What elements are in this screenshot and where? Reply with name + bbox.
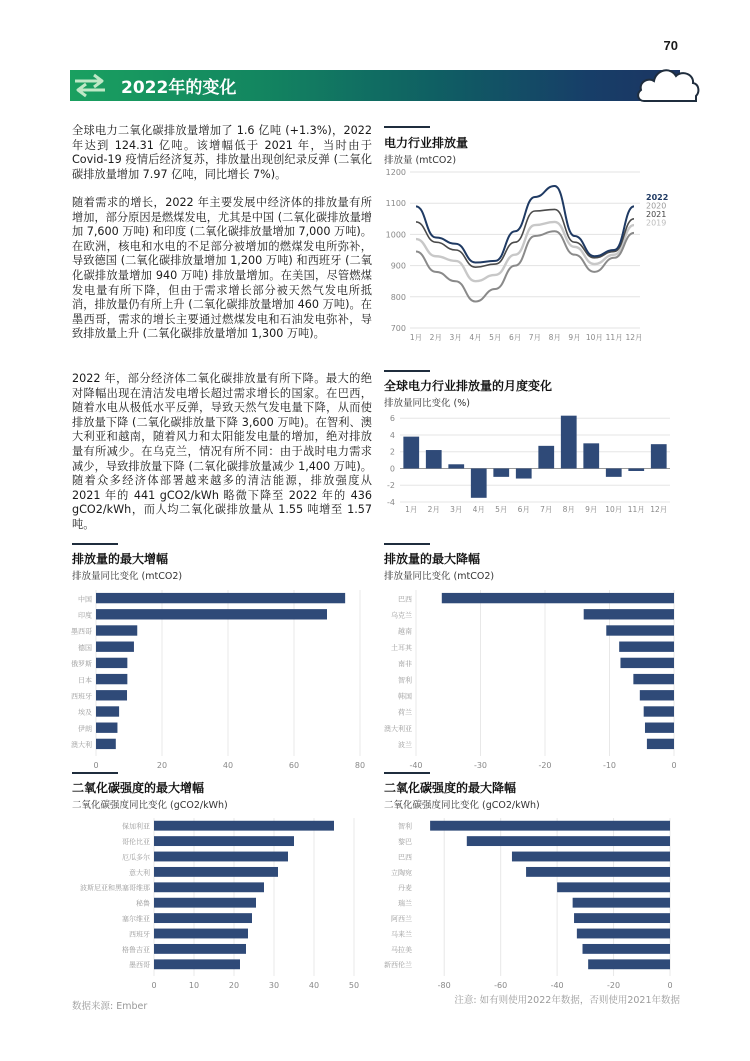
x-tick-label: -10 — [602, 761, 617, 770]
y-tick-label: 1100 — [385, 199, 406, 209]
x-tick-label: 10 — [188, 981, 200, 990]
chart-rule — [72, 772, 118, 774]
y-tick-label: -4 — [387, 498, 395, 507]
x-tick-label: 50 — [348, 981, 360, 990]
bar-保加利亚 — [154, 821, 334, 831]
chart-title-emissions: 电力行业排放量 — [384, 136, 469, 150]
legend-2021: 2021 — [646, 210, 667, 220]
bar-西班牙 — [154, 929, 248, 939]
category-label: 瑞兰 — [398, 899, 412, 908]
category-label: 波兰 — [398, 741, 412, 750]
bar-8月 — [561, 416, 577, 469]
chart-xlabel-decrease: 排放量同比变化 (mtCO2) — [384, 571, 495, 582]
bar-瑞兰 — [573, 898, 670, 908]
bar-俄罗斯 — [96, 658, 127, 668]
x-tick-label: 80 — [354, 761, 366, 770]
bar-南非 — [620, 658, 674, 668]
chart-ylabel-monthly: 排放量同比变化 (%) — [384, 398, 470, 409]
x-tick-label: 0 — [151, 981, 157, 990]
chart-rule — [384, 370, 430, 372]
x-tick-label: 11月 — [627, 505, 645, 514]
bar-巴西 — [512, 852, 670, 862]
page-number: 70 — [663, 38, 678, 53]
bar-chart-intensity-increase — [72, 814, 372, 990]
line-chart-emissions — [384, 160, 684, 350]
bar-10月 — [606, 468, 622, 476]
bar-2月 — [426, 450, 442, 468]
x-tick-label: -40 — [409, 761, 423, 770]
legend-2019: 2019 — [646, 218, 667, 228]
bar-阿西兰 — [574, 913, 670, 923]
x-tick-label: 40 — [222, 761, 234, 770]
y-tick-label: 700 — [390, 324, 406, 333]
category-label: 马来兰 — [391, 930, 412, 939]
category-label: 西班牙 — [71, 692, 92, 701]
x-tick-label: 10月 — [605, 505, 623, 514]
y-tick-label: 1000 — [385, 230, 406, 240]
y-tick-label: 2 — [389, 447, 395, 457]
category-label: 澳大利亚 — [384, 724, 412, 733]
bar-丹麦 — [557, 882, 670, 892]
category-label: 新西伦兰 — [384, 961, 412, 970]
chart-title-monthly: 全球电力行业排放量的月度变化 — [384, 379, 553, 393]
legend-2022: 2022 — [646, 193, 669, 203]
x-tick-label: 60 — [288, 761, 300, 770]
bar-墨西哥 — [154, 959, 240, 969]
y-tick-label: 4 — [389, 430, 395, 440]
bar-巴西 — [442, 593, 674, 603]
bar-智利 — [633, 674, 674, 684]
bar-越南 — [606, 625, 674, 635]
bar-5月 — [493, 468, 509, 476]
category-label: 西班牙 — [129, 930, 150, 939]
bar-荷兰 — [644, 706, 674, 716]
data-source: 数据来源: Ember — [72, 1001, 148, 1012]
category-label: 越南 — [398, 627, 412, 636]
category-label: 荷兰 — [398, 708, 412, 717]
x-tick-label: -40 — [550, 981, 564, 990]
exchange-arrows-icon — [72, 73, 108, 98]
chart-xlabel-increase: 排放量同比变化 (mtCO2) — [72, 571, 183, 582]
x-tick-label: 4月 — [472, 505, 485, 514]
bar-波斯尼亚和黑塞哥维那 — [154, 882, 264, 892]
bar-中国 — [96, 593, 345, 603]
paragraph-3: 2022 年，部分经济体二氧化碳排放量有所下降。最大的绝对降幅出现在清洁发电增长超过需求增长的国家。在巴西，随着水电从极低水平反弹，导致天然气发电量下降，从而使排放量下降 (二氧化碳排放量下降 3,600 万吨)。在智利、澳大利亚和越南，随着风力和太阳能发电量的增加，绝对排放量有所减少。在乌克兰，情况有所不同：由于战时电力需求减少，导致排放量下降 (二氧化碳排放量减少 1,400 万吨)。随着众多经济体部署越来越多的清洁能源，排放强度从 2021 年的 441 gCO2/kWh 略微下降至 2022 年的 436 gCO2/kWh，而人均二氧化碳排放量从 1.55 吨增至 1.57 吨。 — [72, 372, 372, 531]
bar-印度 — [96, 609, 327, 619]
cloud-icon — [636, 56, 700, 102]
bar-新西伦兰 — [588, 959, 670, 969]
category-label: 韩国 — [398, 692, 412, 701]
y-tick-label: 800 — [390, 292, 406, 302]
category-label: 格鲁吉亚 — [122, 945, 150, 954]
footnote: 注意: 如有则使用2022年数据，否则使用2021年数据 — [454, 995, 680, 1006]
chart-title-decrease: 排放量的最大降幅 — [384, 552, 481, 566]
category-label: 澳大利 — [71, 741, 92, 750]
y-tick-label: 6 — [389, 414, 395, 424]
paragraph-2: 随着需求的增长，2022 年主要发展中经济体的排放量有所增加，部分原因是燃煤发电，尤其是中国 (二氧化碳排放量增加 7,600 万吨) 和印度 (二氧化碳排放量增加 7,000 万吨)。在欧洲，核电和水电的不足部分被增加的燃煤发电所弥补，导致德国 (二氧化碳排放量增加 1,200 万吨) 和西班牙 (二氧化碳排放量增加 940 万吨) 排放量增加。在美国，尽管燃煤发电量有所下降，但由于需求增长部分被天然气发电所抵消，排放量仍有所上升 (二氧化碳排放量增加 460 万吨)。在墨西哥，需求的增长主要通过燃煤发电和石油发电弥补，导致排放量上升 (二氧化碳排放量增加 1,300 万吨)。 — [72, 196, 372, 341]
x-tick-label: 12月 — [625, 333, 643, 342]
y-tick-label: 1200 — [385, 168, 406, 177]
x-tick-label: 2月 — [429, 333, 442, 342]
bar-3月 — [448, 464, 464, 468]
x-tick-label: 0 — [93, 761, 99, 770]
bar-德国 — [96, 642, 134, 652]
y-tick-label: 900 — [390, 261, 406, 271]
category-label: 巴西 — [398, 595, 412, 604]
x-tick-label: -20 — [538, 761, 552, 770]
bar-伊朗 — [96, 723, 117, 733]
bar-6月 — [516, 468, 532, 478]
paragraph-1: 全球电力二氧化碳排放量增加了 1.6 亿吨 (+1.3%)，2022 年达到 124.31 亿吨。该增幅低于 2021 年，当时由于 Covid-19 疫情后经济复苏，排放量出现创纪录反弹 (二氧化碳排放量增加 7.97 亿吨，同比增长 7%)。 — [72, 124, 372, 181]
x-tick-label: 40 — [308, 981, 320, 990]
chart-title-intensity-decrease: 二氧化碳强度的最大降幅 — [384, 781, 517, 795]
y-tick-label: 0 — [389, 464, 395, 474]
category-label: 巴西 — [398, 853, 412, 862]
category-label: 塞尔维亚 — [122, 915, 150, 924]
x-tick-label: 0 — [667, 981, 673, 990]
category-label: 南非 — [398, 660, 412, 669]
bar-厄瓜多尔 — [154, 852, 288, 862]
bar-日本 — [96, 674, 127, 684]
x-tick-label: -60 — [494, 981, 508, 990]
category-label: 土耳其 — [391, 643, 412, 652]
bar-11月 — [628, 468, 644, 471]
chart-title-intensity-increase: 二氧化碳强度的最大增幅 — [72, 781, 205, 795]
category-label: 埃及 — [78, 708, 92, 717]
category-label: 秘鲁 — [136, 899, 150, 908]
chart-rule — [384, 126, 430, 128]
category-label: 日本 — [78, 676, 92, 685]
bar-马拉美 — [583, 944, 670, 954]
x-tick-label: 3月 — [450, 505, 463, 514]
category-label: 马拉美 — [391, 945, 412, 954]
category-label: 波斯尼亚和黑塞哥维那 — [80, 884, 150, 893]
category-label: 保加利亚 — [122, 822, 150, 831]
bar-秘鲁 — [154, 898, 256, 908]
x-tick-label: 20 — [156, 761, 168, 770]
chart-ylabel-emissions: 排放量 (mtCO2) — [384, 155, 457, 166]
chart-xlabel-intensity-decrease: 二氧化碳强度同比变化 (gCO2/kWh) — [384, 800, 540, 811]
x-tick-label: -80 — [437, 981, 451, 990]
bar-乌克兰 — [584, 609, 674, 619]
bar-chart-increase — [71, 586, 372, 770]
bar-澳大利 — [96, 739, 116, 749]
category-label: 俄罗斯 — [71, 660, 92, 669]
category-label: 智利 — [398, 676, 412, 685]
category-label: 意大利 — [129, 868, 150, 877]
x-tick-label: 20 — [228, 981, 240, 990]
bar-黎巴 — [467, 836, 670, 846]
y-tick-label: -2 — [387, 481, 395, 491]
bar-哥伦比亚 — [154, 836, 294, 846]
bar-西班牙 — [96, 690, 127, 700]
chart-rule — [384, 772, 430, 774]
x-tick-label: 10月 — [585, 333, 603, 342]
x-tick-label: -20 — [607, 981, 621, 990]
bar-韩国 — [640, 690, 674, 700]
x-tick-label: 1月 — [405, 505, 418, 514]
x-tick-label: 2月 — [427, 505, 440, 514]
bar-1月 — [403, 437, 419, 469]
category-label: 厄瓜多尔 — [122, 853, 150, 862]
category-label: 墨西哥 — [71, 627, 92, 636]
bar-立陶宛 — [526, 867, 670, 877]
category-label: 黎巴 — [398, 838, 412, 847]
legend-2020: 2020 — [646, 201, 667, 211]
bar-意大利 — [154, 867, 278, 877]
x-tick-label: 7月 — [528, 333, 542, 342]
category-label: 丹麦 — [398, 884, 412, 893]
bar-格鲁吉亚 — [154, 944, 246, 954]
bar-9月 — [583, 443, 599, 468]
section-banner — [70, 70, 680, 101]
chart-xlabel-intensity-increase: 二氧化碳强度同比变化 (gCO2/kWh) — [72, 800, 228, 811]
bar-土耳其 — [619, 642, 674, 652]
category-label: 印度 — [78, 611, 92, 620]
chart-rule — [72, 543, 118, 545]
category-label: 哥伦比亚 — [122, 838, 150, 847]
x-tick-label: 6月 — [517, 505, 530, 514]
bar-4月 — [471, 468, 487, 497]
category-label: 墨西哥 — [129, 961, 150, 970]
bar-chart-intensity-decrease — [384, 814, 684, 990]
x-tick-label: 0 — [671, 761, 677, 770]
x-tick-label: -30 — [473, 761, 488, 770]
category-label: 智利 — [398, 822, 412, 831]
bar-12月 — [651, 444, 667, 468]
x-tick-label: 8月 — [548, 333, 561, 342]
x-tick-label: 7月 — [540, 505, 553, 514]
bar-墨西哥 — [96, 625, 137, 635]
x-tick-label: 30 — [268, 981, 280, 990]
x-tick-label: 5月 — [495, 505, 508, 514]
bar-澳大利亚 — [645, 723, 674, 733]
x-tick-label: 9月 — [568, 333, 581, 342]
bar-波兰 — [647, 739, 674, 749]
category-label: 乌克兰 — [391, 611, 412, 620]
category-label: 中国 — [78, 595, 92, 604]
bar-埃及 — [96, 706, 119, 716]
x-tick-label: 6月 — [508, 333, 522, 342]
bar-马来兰 — [577, 929, 670, 939]
chart-rule — [384, 543, 430, 545]
category-label: 阿西兰 — [391, 915, 412, 924]
chart-title-increase: 排放量的最大增幅 — [72, 552, 169, 566]
x-tick-label: 3月 — [449, 333, 462, 342]
x-tick-label: 4月 — [469, 333, 482, 342]
bar-7月 — [538, 446, 554, 469]
x-tick-label: 8月 — [562, 505, 575, 514]
bar-智利 — [430, 821, 670, 831]
x-tick-label: 12月 — [650, 505, 668, 514]
section-title: 2022年的变化 — [121, 78, 237, 98]
bar-chart-decrease — [384, 586, 684, 770]
x-tick-label: 9月 — [585, 505, 598, 514]
category-label: 伊朗 — [78, 724, 92, 733]
category-label: 立陶宛 — [391, 868, 412, 877]
bar-塞尔维亚 — [154, 913, 252, 923]
x-tick-label: 5月 — [489, 333, 502, 342]
bar-chart-monthly — [384, 408, 684, 520]
x-tick-label: 1月 — [409, 333, 423, 342]
x-tick-label: 11月 — [605, 333, 623, 342]
category-label: 德国 — [78, 643, 92, 652]
